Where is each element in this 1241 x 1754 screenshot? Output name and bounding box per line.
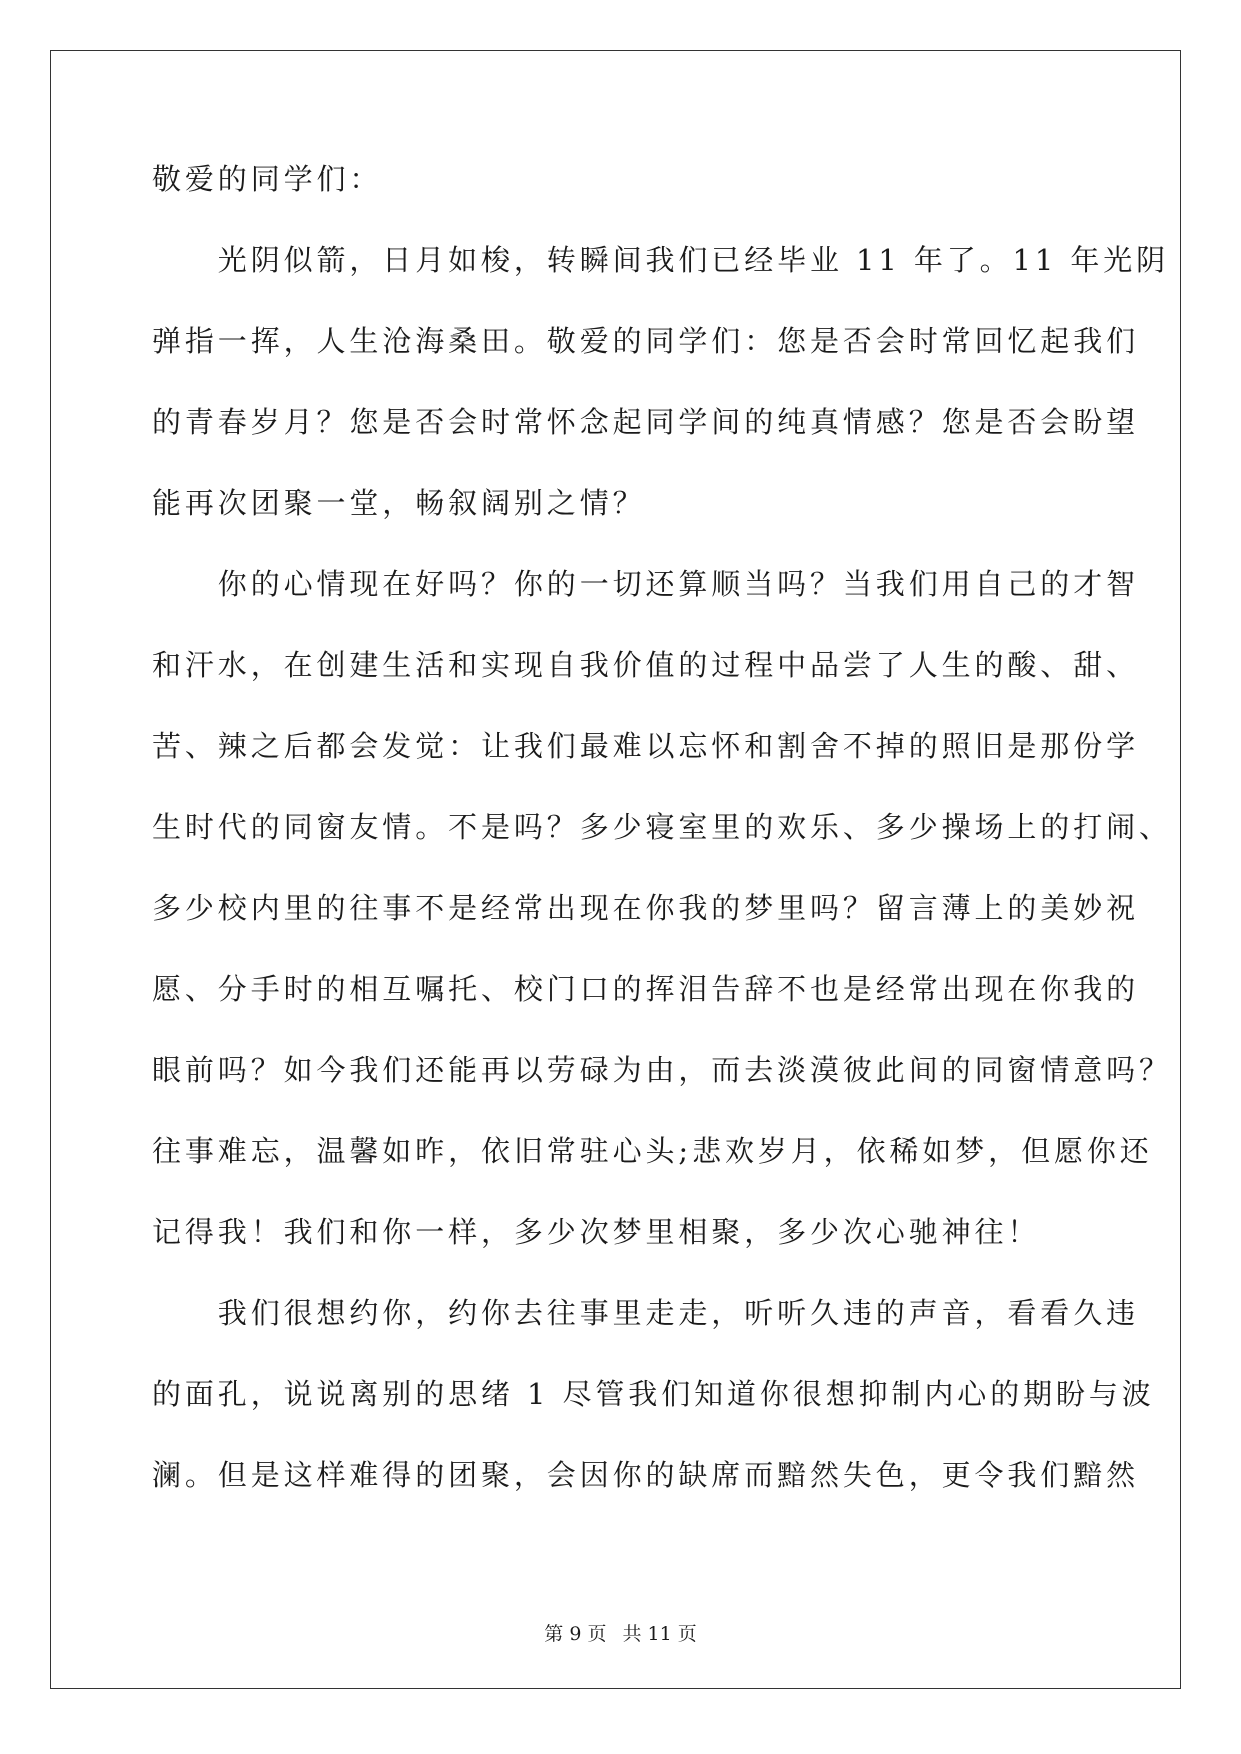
salutation-line: 敬爱的同学们： bbox=[152, 162, 383, 196]
body-line: 的面孔，说说离别的思绪 1 尽管我们知道你很想抑制内心的期盼与波 bbox=[152, 1377, 1155, 1411]
body-line: 眼前吗？如今我们还能再以劳碌为由，而去淡漠彼此间的同窗情意吗？ bbox=[152, 1053, 1172, 1087]
page-total: 共 11 页 bbox=[622, 1623, 697, 1645]
body-line: 的青春岁月？您是否会时常怀念起同学间的纯真情感？您是否会盼望 bbox=[152, 405, 1140, 439]
page-footer bbox=[0, 1624, 1241, 1644]
body-line: 多少校内里的往事不是经常出现在你我的梦里吗？留言薄上的美妙祝 bbox=[152, 891, 1140, 925]
page-number: 第 9 页 bbox=[544, 1623, 607, 1645]
body-line: 光阴似箭，日月如梭，转瞬间我们已经毕业 11 年了。11 年光阴 bbox=[152, 243, 1170, 277]
body-line: 和汗水，在创建生活和实现自我价值的过程中品尝了人生的酸、甜、 bbox=[152, 648, 1140, 682]
body-line: 生时代的同窗友情。不是吗？多少寝室里的欢乐、多少操场上的打闹、 bbox=[152, 810, 1172, 844]
document-body bbox=[152, 162, 1172, 1541]
body-line: 我们很想约你，约你去往事里走走，听听久违的声音，看看久违 bbox=[152, 1296, 1140, 1330]
body-line: 苦、辣之后都会发觉：让我们最难以忘怀和割舍不掉的照旧是那份学 bbox=[152, 729, 1140, 763]
body-line: 愿、分手时的相互嘱托、校门口的挥泪告辞不也是经常出现在你我的 bbox=[152, 972, 1140, 1006]
body-line: 澜。但是这样难得的团聚，会因你的缺席而黯然失色，更令我们黯然 bbox=[152, 1458, 1140, 1492]
body-line: 弹指一挥，人生沧海桑田。敬爱的同学们：您是否会时常回忆起我们 bbox=[152, 324, 1140, 358]
body-line: 记得我！我们和你一样，多少次梦里相聚，多少次心驰神往！ bbox=[152, 1215, 1041, 1249]
body-line: 往事难忘，温馨如昨，依旧常驻心头;悲欢岁月，依稀如梦，但愿你还 bbox=[152, 1134, 1153, 1168]
body-line: 你的心情现在好吗？你的一切还算顺当吗？当我们用自己的才智 bbox=[152, 567, 1140, 601]
body-line: 能再次团聚一堂，畅叙阔别之情？ bbox=[152, 486, 646, 520]
